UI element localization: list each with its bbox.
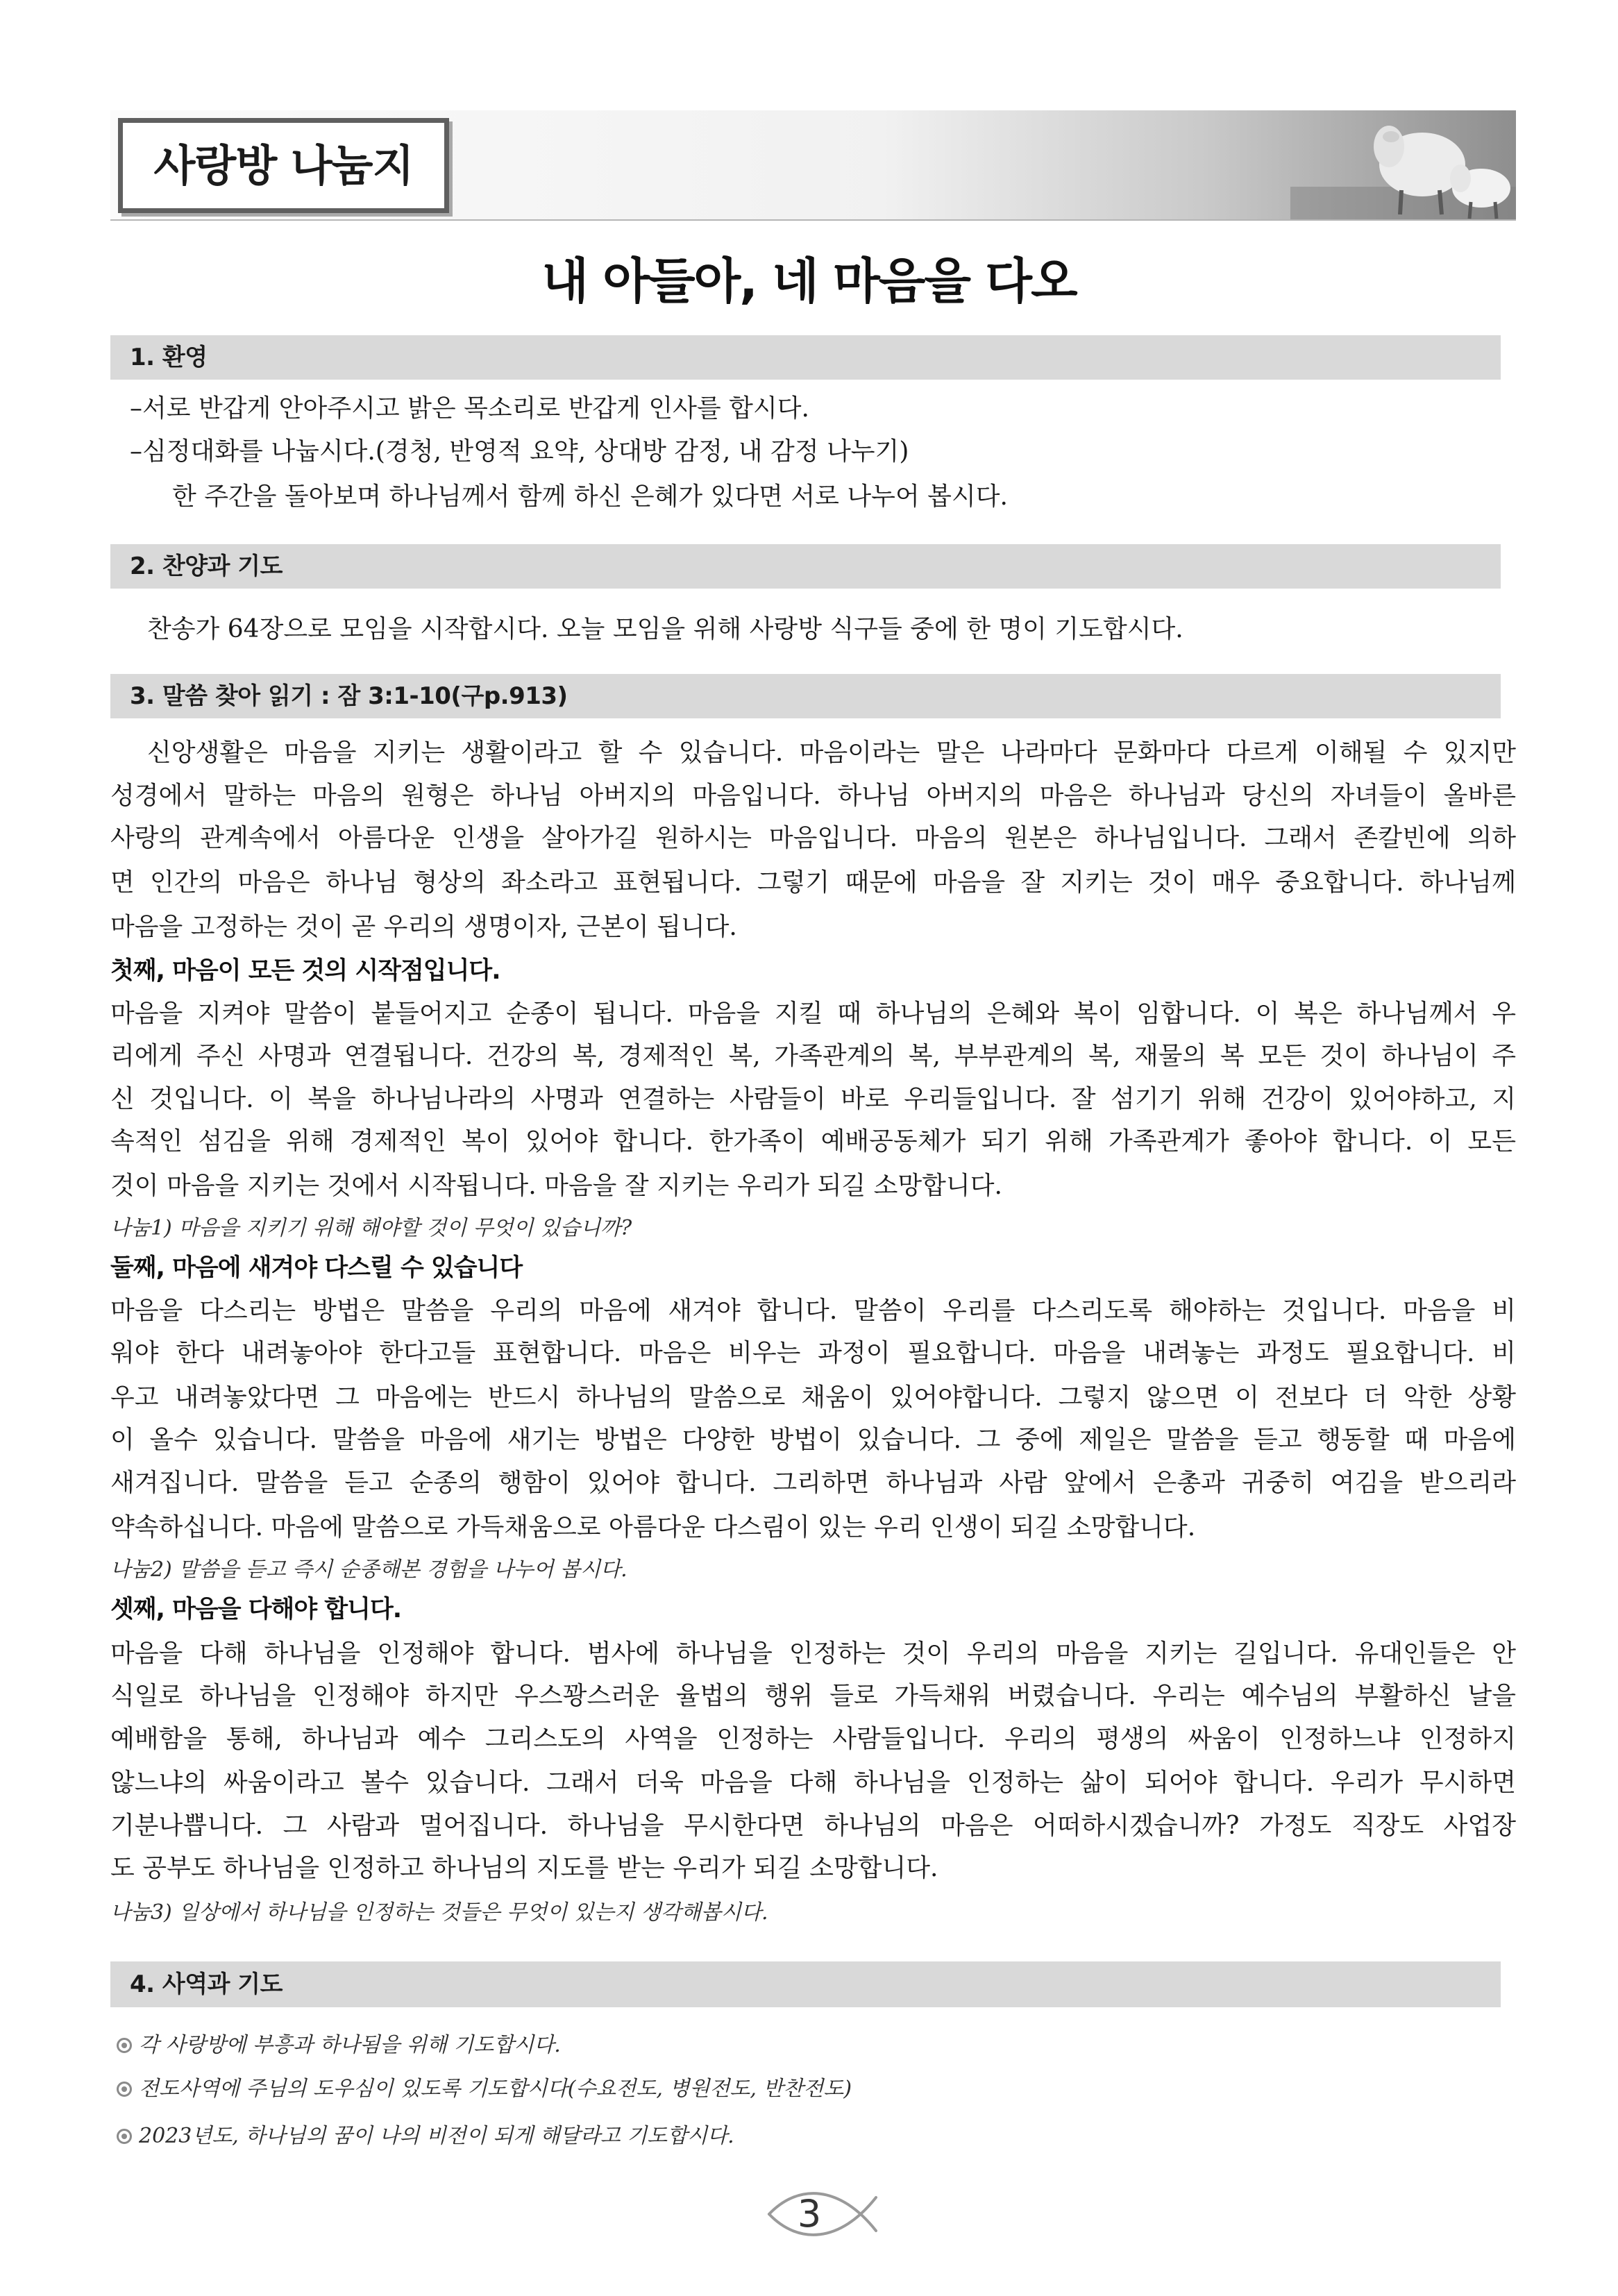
body-line: 기분나쁩니다. 그 사람과 멀어집니다. 하나님을 무시한다면 하나님의 마음은 어떠하시겠습니까? 가정도 직장도 사업장 (110, 1812, 1516, 1840)
section-bar-praise (110, 544, 1501, 589)
body-line: 마음을 다스리는 방법은 말씀을 우리의 마음에 새겨야 합니다. 말씀이 우리를 다스리도록 해야하는 것입니다. 마음을 비 (110, 1297, 1516, 1325)
double-circle-icon (117, 2082, 132, 2097)
newsletter-badge: 사랑방 나눔지 (118, 118, 449, 213)
page-number: 3 (797, 2192, 822, 2236)
body-line: 마음을 다해 하나님을 인정해야 합니다. 범사에 하나님을 인정하는 것이 우리의 마음을 지키는 길입니다. 유대인들은 안 (110, 1639, 1516, 1668)
body-line: 것이 마음을 지키는 것에서 시작됩니다. 마음을 잘 지키는 우리가 되길 소망합니다. (110, 1172, 1002, 1200)
point-heading: 첫째, 마음이 모든 것의 시작점입니다. (110, 957, 500, 985)
discussion-question: 나눔2) 말씀을 듣고 즉시 순종해본 경험을 나누어 봅시다. (110, 1558, 627, 1582)
section-bar-welcome (110, 335, 1501, 380)
section-heading: 4. 사역과 기도 (130, 1970, 283, 1998)
body-line: 사랑의 관계속에서 아름다운 인생을 살아가길 원하시는 마음입니다. 마음의 원본은 하나님입니다. 그래서 존칼빈에 의하 (110, 824, 1516, 852)
body-line: 않느냐의 싸움이라고 볼수 있습니다. 그래서 더욱 마음을 다해 하나님을 인정하는 삶이 되어야 합니다. 우리가 무시하면 (110, 1769, 1516, 1797)
body-line: 마음을 지켜야 말씀이 붙들어지고 순종이 됩니다. 마음을 지킬 때 하나님의 은혜와 복이 임합니다. 이 복은 하나님께서 우 (110, 999, 1516, 1028)
body-line: 속적인 섬김을 위해 경제적인 복이 있어야 합니다. 한가족이 예배공동체가 되기 위해 가족관계가 좋아야 합니다. 이 모든 (110, 1127, 1516, 1156)
body-line: 찬송가 64장으로 모임을 시작합시다. 오늘 모임을 위해 사랑방 식구들 중에 한 명이 기도합시다. (147, 615, 1183, 643)
prayer-item: 2023년도, 하나님의 꿈이 나의 비전이 되게 해달라고 기도합시다. (139, 2124, 734, 2148)
point-heading: 둘째, 마음에 새겨야 다스릴 수 있습니다 (110, 1254, 523, 1282)
body-line: 우고 내려놓았다면 그 마음에는 반드시 하나님의 말씀으로 채움이 있어야합니다. 그렇지 않으면 이 전보다 더 악한 상황 (110, 1383, 1516, 1412)
discussion-question: 나눔1) 마음을 지키기 위해 해야할 것이 무엇이 있습니까? (110, 1216, 632, 1240)
point-heading: 셋째, 마음을 다해야 합니다. (110, 1596, 402, 1623)
body-line: 이 올수 있습니다. 말씀을 마음에 새기는 방법은 다양한 방법이 있습니다. 그 중에 제일은 말씀을 듣고 행동할 때 마음에 (110, 1426, 1516, 1454)
body-line: –서로 반갑게 안아주시고 밝은 목소리로 반갑게 인사를 합시다. (130, 394, 809, 423)
body-line: 면 인간의 마음은 하나님 형상의 좌소라고 표현됩니다. 그렇기 때문에 마음을 잘 지키는 것이 매우 중요합니다. 하나님께 (110, 868, 1516, 897)
body-line: 신앙생활은 마음을 지키는 생활이라고 할 수 있습니다. 마음이라는 말은 나라마다 문화마다 다르게 이해될 수 있지만 (147, 738, 1516, 767)
body-line: 식일로 하나님을 인정해야 하지만 우스꽝스러운 율법의 행위 들로 가득채워 버렸습니다. 우리는 예수님의 부활하신 날을 (110, 1682, 1516, 1710)
double-circle-icon (117, 2038, 132, 2053)
body-line: –심정대화를 나눕시다.(경청, 반영적 요약, 상대방 감정, 내 감정 나누기) (130, 437, 909, 466)
prayer-item: 전도사역에 주님의 도우심이 있도록 기도합시다(수요전도, 병원전도, 반찬전도) (139, 2077, 852, 2101)
body-line: 도 공부도 하나님을 인정하고 하나님의 지도를 받는 우리가 되길 소망합니다. (110, 1854, 938, 1882)
body-line: 신 것입니다. 이 복을 하나님나라의 사명과 연결하는 사람들이 바로 우리들입니다. 잘 섬기기 위해 건강이 있어야하고, 지 (110, 1085, 1516, 1113)
section-bar-scripture (110, 674, 1501, 718)
body-line: 한 주간을 돌아보며 하나님께서 함께 하신 은혜가 있다면 서로 나누어 봅시다. (172, 482, 1008, 511)
body-line: 리에게 주신 사명과 연결됩니다. 건강의 복, 경제적인 복, 가족관계의 복, 부부관계의 복, 재물의 복 모든 것이 하나님이 주 (110, 1042, 1516, 1070)
page-title: 내 아들아, 네 마음을 다오 (541, 253, 1077, 310)
section-heading: 2. 찬양과 기도 (130, 552, 283, 580)
discussion-question: 나눔3) 일상에서 하나님을 인정하는 것들은 무엇이 있는지 생각해봅시다. (110, 1900, 768, 1925)
prayer-item: 각 사랑방에 부흥과 하나됨을 위해 기도합시다. (139, 2033, 561, 2057)
double-circle-icon (117, 2129, 132, 2144)
section-heading: 1. 환영 (130, 344, 208, 371)
section-heading: 3. 말씀 찾아 읽기 : 잠 3:1-10(구p.913) (130, 682, 568, 710)
body-line: 약속하십니다. 마음에 말씀으로 가득채움으로 아름다운 다스림이 있는 우리 인생이 되길 소망합니다. (110, 1513, 1196, 1542)
body-line: 새겨집니다. 말씀을 듣고 순종의 행함이 있어야 합니다. 그리하면 하나님과 사람 앞에서 은총과 귀중히 여김을 받으리라 (110, 1469, 1516, 1497)
body-line: 성경에서 말하는 마음의 원형은 하나님 아버지의 마음입니다. 하나님 아버지의 마음은 하나님과 당신의 자녀들이 올바른 (110, 782, 1516, 810)
body-line: 예배함을 통해, 하나님과 예수 그리스도의 사역을 인정하는 사람들입니다. 우리의 평생의 싸움이 인정하느냐 인정하지 (110, 1725, 1516, 1753)
body-line: 마음을 고정하는 것이 곧 우리의 생명이자, 근본이 됩니다. (110, 913, 737, 941)
section-bar-ministry (110, 1961, 1501, 2007)
body-line: 워야 한다 내려놓아야 한다고들 표현합니다. 마음은 비우는 과정이 필요합니다. 마음을 내려놓는 과정도 필요합니다. 비 (110, 1339, 1516, 1367)
